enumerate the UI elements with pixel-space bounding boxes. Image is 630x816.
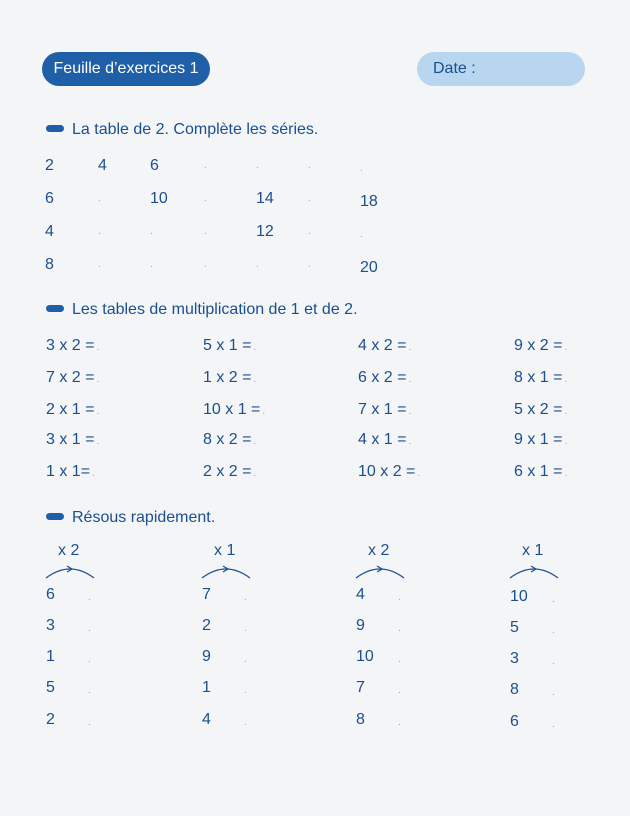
problem-text: 1 x 1= xyxy=(46,463,91,480)
multiplication-problem xyxy=(358,336,411,358)
answer-blank[interactable]: . xyxy=(552,656,555,667)
section2-title: Les tables de multiplication de 1 et de 2. xyxy=(72,301,358,318)
multiplication-problem xyxy=(514,368,567,390)
answer-blank[interactable]: . xyxy=(552,687,555,698)
multiplication-problem xyxy=(358,430,411,452)
answer-blank[interactable]: . xyxy=(564,342,568,353)
blank-cell[interactable]: . xyxy=(360,163,363,174)
series-number: 12 xyxy=(256,223,274,240)
start-number: 8 xyxy=(356,711,365,728)
problem-text: 9 x 1 = xyxy=(514,431,563,448)
start-number: 8 xyxy=(510,681,519,698)
blank-cell[interactable]: . xyxy=(204,226,207,237)
answer-blank[interactable]: . xyxy=(96,342,100,353)
operator-label: x 2 xyxy=(58,542,80,559)
operator-label: x 1 xyxy=(522,542,544,559)
answer-blank[interactable]: . xyxy=(92,468,95,479)
multiplication-problem xyxy=(514,336,567,358)
answer-blank[interactable]: . xyxy=(253,468,257,479)
blank-cell[interactable]: . xyxy=(150,226,153,237)
answer-blank[interactable]: . xyxy=(88,623,91,634)
answer-blank[interactable]: . xyxy=(564,374,568,385)
multiplication-problem xyxy=(203,430,256,452)
date-label: Date : xyxy=(433,60,476,77)
multiplication-problem xyxy=(514,430,567,452)
problem-text: 9 x 2 = xyxy=(514,337,563,354)
bullet-dash-icon xyxy=(46,125,64,132)
start-number: 2 xyxy=(46,711,55,728)
problem-text: 7 x 1 = xyxy=(358,401,407,418)
section2-heading xyxy=(46,300,358,320)
multiplication-problem xyxy=(514,462,567,484)
answer-blank[interactable]: . xyxy=(398,654,401,665)
answer-blank[interactable]: . xyxy=(398,717,401,728)
multiplication-problem xyxy=(514,400,567,422)
blank-cell[interactable]: . xyxy=(360,229,363,240)
problem-text: 6 x 1 = xyxy=(514,463,563,480)
answer-blank[interactable]: . xyxy=(552,625,555,636)
arc-arrow-icon xyxy=(354,562,406,584)
start-number: 5 xyxy=(510,619,519,636)
problem-text: 3 x 2 = xyxy=(46,337,95,354)
multiplication-problem xyxy=(358,400,411,422)
blank-cell[interactable]: . xyxy=(204,160,207,171)
problem-text: 6 x 2 = xyxy=(358,369,407,386)
start-number: 5 xyxy=(46,679,55,696)
blank-cell[interactable]: . xyxy=(98,193,101,204)
section1-heading xyxy=(46,120,318,140)
answer-blank[interactable]: . xyxy=(564,406,568,417)
multiplication-problem xyxy=(46,336,99,358)
problem-text: 3 x 1 = xyxy=(46,431,95,448)
answer-blank[interactable]: . xyxy=(408,374,412,385)
problem-text: 8 x 1 = xyxy=(514,369,563,386)
answer-blank[interactable]: . xyxy=(552,594,555,605)
start-number: 2 xyxy=(202,617,211,634)
answer-blank[interactable]: . xyxy=(96,374,100,385)
start-number: 1 xyxy=(46,648,55,665)
operator-label: x 1 xyxy=(214,542,236,559)
start-number: 7 xyxy=(356,679,365,696)
problem-text: 1 x 2 = xyxy=(203,369,252,386)
series-number: 10 xyxy=(150,190,168,207)
series-number: 4 xyxy=(45,223,54,240)
series-number: 4 xyxy=(98,157,107,174)
start-number: 6 xyxy=(510,713,519,730)
start-number: 9 xyxy=(356,617,365,634)
operator-label: x 2 xyxy=(368,542,390,559)
multiplication-problem xyxy=(203,368,256,390)
answer-blank[interactable]: . xyxy=(88,685,91,696)
blank-cell[interactable]: . xyxy=(150,259,153,270)
problem-text: 8 x 2 = xyxy=(203,431,252,448)
multiplication-problem xyxy=(203,400,265,422)
date-field[interactable] xyxy=(417,52,585,86)
section3-heading xyxy=(46,508,215,528)
series-number: 2 xyxy=(45,157,54,174)
answer-blank[interactable]: . xyxy=(253,374,257,385)
answer-blank[interactable]: . xyxy=(408,406,412,417)
problem-text: 5 x 2 = xyxy=(514,401,563,418)
answer-blank[interactable]: . xyxy=(88,717,91,728)
multiplication-problem xyxy=(46,462,95,484)
start-number: 10 xyxy=(356,648,374,665)
start-number: 3 xyxy=(46,617,55,634)
series-number: 20 xyxy=(360,259,378,276)
start-number: 7 xyxy=(202,586,211,603)
problem-text: 10 x 1 = xyxy=(203,401,261,418)
answer-blank[interactable]: . xyxy=(408,436,412,447)
multiplication-problem xyxy=(358,368,411,390)
multiplication-problem xyxy=(203,336,256,358)
section3-title: Résous rapidement. xyxy=(72,509,216,526)
multiplication-problem xyxy=(46,400,99,422)
answer-blank[interactable]: . xyxy=(564,436,568,447)
answer-blank[interactable]: . xyxy=(96,406,100,417)
answer-blank[interactable]: . xyxy=(398,623,401,634)
answer-blank[interactable]: . xyxy=(244,654,247,665)
start-number: 3 xyxy=(510,650,519,667)
start-number: 9 xyxy=(202,648,211,665)
answer-blank[interactable]: . xyxy=(244,623,247,634)
answer-blank[interactable]: . xyxy=(244,592,247,603)
blank-cell[interactable]: . xyxy=(98,259,101,270)
answer-blank[interactable]: . xyxy=(96,436,100,447)
worksheet-title-badge xyxy=(42,52,210,86)
section1-title: La table de 2. Complète les séries. xyxy=(72,121,319,138)
multiplication-problem xyxy=(46,430,99,452)
blank-cell[interactable]: . xyxy=(308,259,311,270)
arc-arrow-icon xyxy=(508,562,560,584)
arc-arrow-icon xyxy=(44,562,96,584)
answer-blank[interactable]: . xyxy=(88,592,91,603)
bullet-dash-icon xyxy=(46,513,64,520)
problem-text: 4 x 1 = xyxy=(358,431,407,448)
blank-cell[interactable]: . xyxy=(204,193,207,204)
blank-cell[interactable]: . xyxy=(256,259,259,270)
start-number: 4 xyxy=(202,711,211,728)
answer-blank[interactable]: . xyxy=(552,719,555,730)
answer-blank[interactable]: . xyxy=(564,468,568,479)
series-number: 6 xyxy=(45,190,54,207)
problem-text: 5 x 1 = xyxy=(203,337,252,354)
multiplication-problem xyxy=(46,368,99,390)
multiplication-problem xyxy=(358,462,420,484)
series-number: 8 xyxy=(45,256,54,273)
start-number: 6 xyxy=(46,586,55,603)
answer-blank[interactable]: . xyxy=(88,654,91,665)
problem-text: 4 x 2 = xyxy=(358,337,407,354)
start-number: 10 xyxy=(510,588,528,605)
bullet-dash-icon xyxy=(46,305,64,312)
answer-blank[interactable]: . xyxy=(408,342,412,353)
blank-cell[interactable]: . xyxy=(308,226,311,237)
series-number: 14 xyxy=(256,190,274,207)
answer-blank[interactable]: . xyxy=(244,717,247,728)
answer-blank[interactable]: . xyxy=(398,592,401,603)
answer-blank[interactable]: . xyxy=(253,436,257,447)
multiplication-problem xyxy=(203,462,256,484)
start-number: 1 xyxy=(202,679,211,696)
answer-blank[interactable]: . xyxy=(244,685,247,696)
start-number: 4 xyxy=(356,586,365,603)
problem-text: 2 x 1 = xyxy=(46,401,95,418)
blank-cell[interactable]: . xyxy=(308,160,311,171)
blank-cell[interactable]: . xyxy=(204,259,207,270)
answer-blank[interactable]: . xyxy=(398,685,401,696)
answer-blank[interactable]: . xyxy=(417,468,421,479)
problem-text: 7 x 2 = xyxy=(46,369,95,386)
answer-blank[interactable]: . xyxy=(253,342,257,353)
blank-cell[interactable]: . xyxy=(98,226,101,237)
worksheet-title: Feuille d’exercices 1 xyxy=(53,60,199,77)
problem-text: 2 x 2 = xyxy=(203,463,252,480)
blank-cell[interactable]: . xyxy=(256,160,259,171)
blank-cell[interactable]: . xyxy=(308,193,311,204)
problem-text: 10 x 2 = xyxy=(358,463,416,480)
answer-blank[interactable]: . xyxy=(262,406,266,417)
series-number: 6 xyxy=(150,157,159,174)
series-number: 18 xyxy=(360,193,378,210)
arc-arrow-icon xyxy=(200,562,252,584)
